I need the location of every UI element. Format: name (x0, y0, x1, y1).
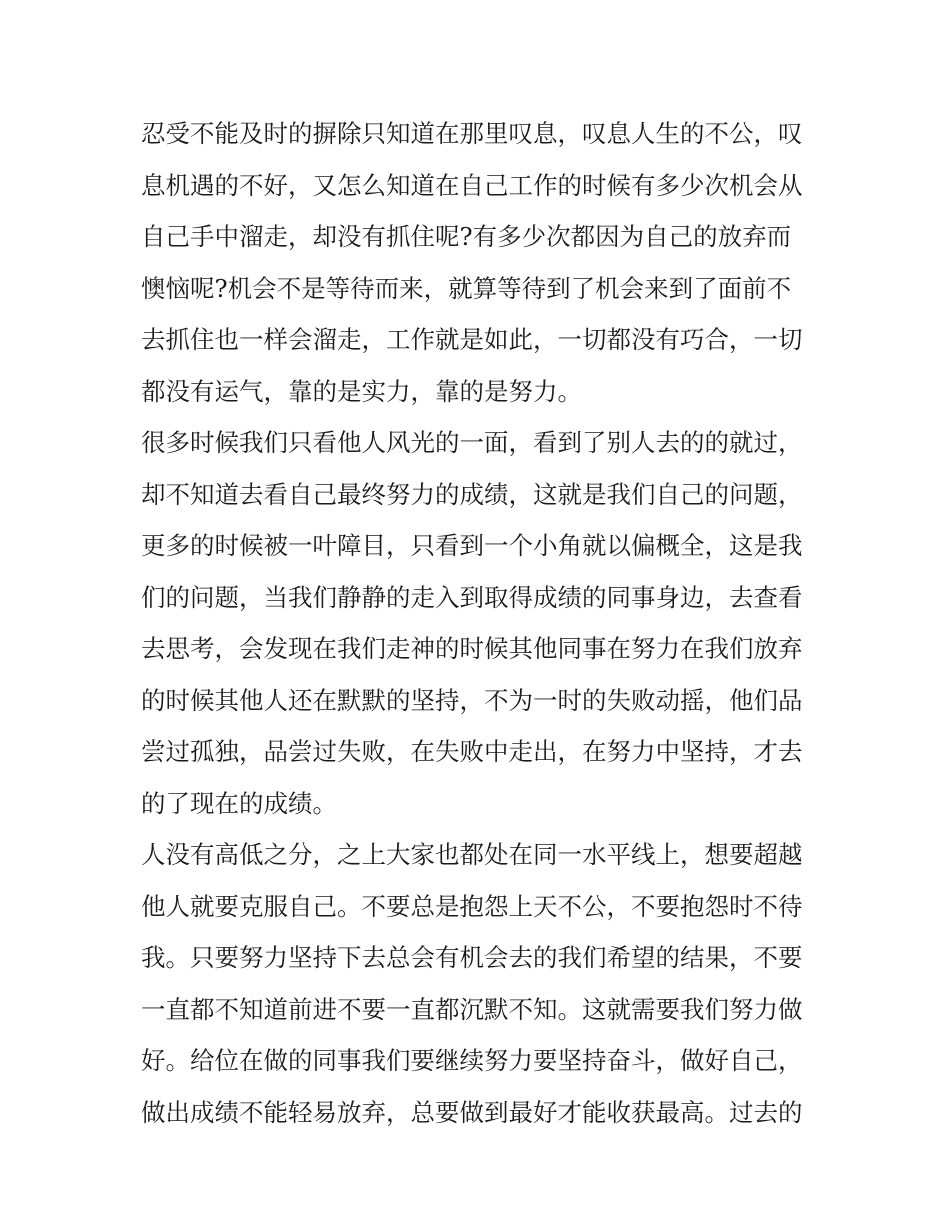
text-line: 懊恼呢?机会不是等待而来，就算等待到了机会来到了面前不 (141, 273, 792, 303)
text-line: 去抓住也一样会溜走，工作就是如此，一切都没有巧合，一切 (141, 325, 803, 354)
text-line: 好。给位在做的同事我们要继续努力要坚持奋斗，做好自己， (141, 1046, 803, 1075)
text-line: 的时候其他人还在默默的坚持，不为一时的失败动摇，他们品 (141, 685, 803, 715)
text-line: 的了现在的成绩。 (141, 788, 337, 818)
text-line: 更多的时候被一叶障目，只看到一个小角就以偏概全，这是我 (141, 531, 803, 560)
text-line: 自己手中溜走，却没有抓住呢?有多少次都因为自己的放弃而 (141, 222, 792, 251)
text-line: 却不知道去看自己最终努力的成绩，这就是我们自己的问题， (141, 479, 803, 509)
text-line: 我。只要努力坚持下去总会有机会去的我们希望的结果，不要 (141, 943, 803, 972)
text-line: 都没有运气，靠的是实力，靠的是努力。 (141, 376, 582, 406)
text-line: 一直都不知道前进不要一直都沉默不知。这就需要我们努力做 (141, 994, 803, 1024)
text-line: 很多时候我们只看他人风光的一面，看到了别人去的的就过， (141, 428, 803, 457)
text-line: 尝过孤独，品尝过失败，在失败中走出，在努力中坚持，才去 (141, 737, 803, 766)
text-line: 去思考，会发现在我们走神的时候其他同事在努力在我们放弃 (141, 634, 803, 663)
text-line: 他人就要克服自己。不要总是抱怨上天不公，不要抱怨时不待 (141, 891, 803, 921)
text-line: 人没有高低之分，之上大家也都处在同一水平线上，想要超越 (141, 840, 803, 869)
text-line: 们的问题，当我们静静的走入到取得成绩的同事身边，去查看 (141, 582, 803, 612)
text-line: 做出成绩不能轻易放弃，总要做到最好才能收获最高。过去的 (141, 1097, 803, 1127)
text-line: 忍受不能及时的摒除只知道在那里叹息，叹息人生的不公，叹 (141, 119, 803, 148)
body-text (141, 108, 816, 1138)
text-line: 息机遇的不好，又怎么知道在自己工作的时候有多少次机会从 (141, 170, 803, 200)
